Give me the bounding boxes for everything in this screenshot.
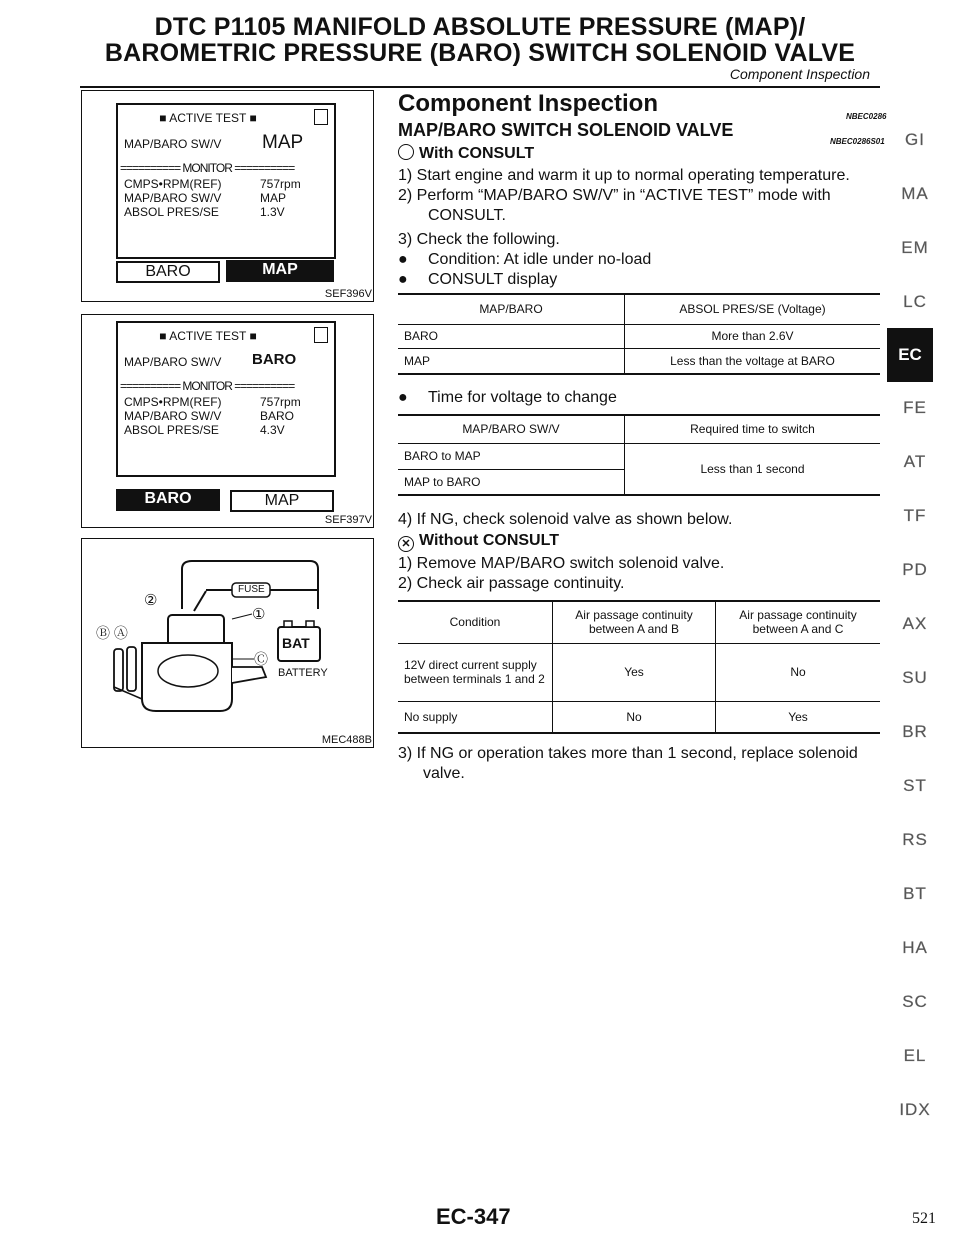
table-cell: MAP to BARO xyxy=(398,469,625,495)
battery-symbol-label: BAT xyxy=(282,635,310,651)
consult-screen xyxy=(116,321,336,477)
table-header: MAP/BARO xyxy=(479,302,543,317)
monitor-row-value: 4.3V xyxy=(260,423,285,437)
table-cell: MAP xyxy=(398,348,625,374)
test-item-value: BARO xyxy=(252,351,297,368)
index-tab-st[interactable]: ST xyxy=(903,776,927,795)
figure-code: SEF397V xyxy=(324,514,372,526)
index-tab-em[interactable]: EM xyxy=(901,238,929,257)
table-header: Air passage continuity between A and C xyxy=(716,601,881,643)
switch-time-table xyxy=(398,414,880,496)
active-test-label: ■ ACTIVE TEST ■ xyxy=(159,329,257,343)
without-consult-label: ✕ Without CONSULT xyxy=(398,532,559,552)
table-cell: Yes xyxy=(553,643,716,701)
section-label: Component Inspection xyxy=(729,66,870,82)
step: 3) Check the following. xyxy=(398,231,560,248)
table-header: MAP/BARO SW/V xyxy=(462,422,560,437)
monitor-label: ========== MONITOR ========== xyxy=(120,161,295,175)
test-item-value: MAP xyxy=(262,132,304,153)
checkbox-icon xyxy=(314,109,328,125)
table-cell: No supply xyxy=(398,701,553,733)
index-tab-idx[interactable]: IDX xyxy=(899,1100,931,1119)
subheading-code: NBEC0286S01 xyxy=(830,137,885,146)
page-title-line1: DTC P1105 MANIFOLD ABSOLUTE PRESSURE (MAP)/ xyxy=(154,13,806,41)
consult-screen xyxy=(116,103,336,259)
table-cell: BARO xyxy=(398,324,625,348)
monitor-row-label: MAP/BARO SW/V xyxy=(124,191,222,205)
test-item-label: MAP/BARO SW/V xyxy=(124,355,222,369)
index-tab-bt[interactable]: BT xyxy=(903,884,927,903)
index-tab-sc[interactable]: SC xyxy=(902,992,928,1011)
index-tab-br[interactable]: BR xyxy=(902,722,928,741)
battery-label: BATTERY xyxy=(278,667,328,679)
index-tab-lc[interactable]: LC xyxy=(903,292,927,311)
monitor-row-label: MAP/BARO SW/V xyxy=(124,409,222,423)
monitor-row-label: ABSOL PRES/SE xyxy=(124,205,219,219)
solenoid-wiring-diagram xyxy=(82,539,373,747)
table-cell: BARO to MAP xyxy=(398,443,625,469)
step-continued: valve. xyxy=(423,765,465,782)
index-tab-su[interactable]: SU xyxy=(902,668,928,687)
port-b-a-label: Ⓑ Ⓐ xyxy=(96,625,128,641)
index-tab-ec-active[interactable]: EC xyxy=(887,328,933,382)
step: 1) Start engine and warm it up to normal operating temperature. xyxy=(398,167,850,184)
monitor-row-value: 757rpm xyxy=(260,177,301,191)
consult-icon xyxy=(398,144,414,160)
figure-code: SEF396V xyxy=(324,288,372,300)
index-tab-ma[interactable]: MA xyxy=(901,184,929,203)
subheading: MAP/BARO SWITCH SOLENOID VALVE xyxy=(398,120,734,140)
index-tab-fe[interactable]: FE xyxy=(903,398,927,417)
with-consult-label: With CONSULT xyxy=(398,144,534,163)
index-tab-pd[interactable]: PD xyxy=(902,560,928,579)
terminal-1-label: ① xyxy=(252,606,266,623)
page-code: EC-347 xyxy=(436,1204,511,1229)
bullet-item: ● Condition: At idle under no-load xyxy=(398,251,652,268)
step: 2) Perform “MAP/BARO SW/V” in “ACTIVE TEST” mode with xyxy=(398,187,831,204)
page-title-line2: BAROMETRIC PRESSURE (BARO) SWITCH SOLENOID VALVE xyxy=(104,39,856,67)
step: 2) Check air passage continuity. xyxy=(398,575,625,592)
index-tab-at[interactable]: AT xyxy=(903,452,927,471)
final-step xyxy=(398,744,888,784)
baro-button: BARO xyxy=(116,261,220,283)
monitor-row-label: CMPS•RPM(REF) xyxy=(124,177,222,191)
consult-screen-figure-baro xyxy=(81,314,374,528)
table-cell: No xyxy=(553,701,716,733)
table-header: Required time to switch xyxy=(625,415,881,443)
bullet-item: ● Time for voltage to change xyxy=(398,389,617,406)
figure-code: MEC488B xyxy=(321,734,372,746)
solenoid-valve-figure xyxy=(81,538,374,748)
header-rule xyxy=(80,86,880,88)
index-tab-rs[interactable]: RS xyxy=(902,830,928,849)
step-continued: CONSULT. xyxy=(428,207,506,224)
table-cell: Yes xyxy=(716,701,881,733)
step: 4) If NG, check solenoid valve as shown below. xyxy=(398,511,733,528)
section-heading: Component Inspection xyxy=(398,90,658,117)
monitor-row-value: 757rpm xyxy=(260,395,301,409)
air-passage-table xyxy=(398,600,880,734)
active-test-label: ■ ACTIVE TEST ■ xyxy=(159,111,257,125)
table-cell: More than 2.6V xyxy=(625,324,881,348)
consult-screen-figure-map xyxy=(81,90,374,302)
monitor-row-value: MAP xyxy=(260,191,287,205)
port-c-label: Ⓒ xyxy=(254,651,268,667)
no-consult-icon: ✕ xyxy=(398,536,414,552)
table-cell: Less than the voltage at BARO xyxy=(625,348,881,374)
monitor-label: ========== MONITOR ========== xyxy=(120,379,295,393)
monitor-row-label: ABSOL PRES/SE xyxy=(124,423,219,437)
index-tab-el[interactable]: EL xyxy=(903,1046,927,1065)
index-tab-ax[interactable]: AX xyxy=(902,614,928,633)
index-tab-gi[interactable]: GI xyxy=(905,130,925,149)
table-header: Condition xyxy=(449,615,501,630)
without-consult-steps xyxy=(398,554,724,594)
table-cell: 12V direct current supply between terminals 1 and 2 xyxy=(398,643,553,701)
monitor-row-label: CMPS•RPM(REF) xyxy=(124,395,222,409)
section-code: NBEC0286 xyxy=(846,112,887,121)
consult-steps xyxy=(398,166,878,290)
table-cell: No xyxy=(716,643,881,701)
monitor-row-value: 1.3V xyxy=(260,205,285,219)
table-cell: Less than 1 second xyxy=(625,443,881,495)
bullet-item: ● CONSULT display xyxy=(398,271,558,288)
table-header: Air passage continuity between A and B xyxy=(553,601,716,643)
test-item-label: MAP/BARO SW/V xyxy=(124,137,222,151)
consult-display-table xyxy=(398,293,880,375)
step: 1) Remove MAP/BARO switch solenoid valve. xyxy=(398,555,725,572)
terminal-2-label: ② xyxy=(144,592,158,609)
map-button: MAP xyxy=(230,490,334,512)
index-tab-tf[interactable]: TF xyxy=(903,506,927,525)
map-button-selected: MAP xyxy=(226,260,334,282)
monitor-row-value: BARO xyxy=(260,409,295,423)
baro-button-selected: BARO xyxy=(116,489,220,511)
page-number: 521 xyxy=(912,1210,936,1227)
checkbox-icon xyxy=(314,327,328,343)
fuse-label: FUSE xyxy=(238,584,265,595)
index-tab-ha[interactable]: HA xyxy=(902,938,928,957)
table-header: ABSOL PRES/SE (Voltage) xyxy=(625,294,881,324)
step: 3) If NG or operation takes more than 1 second, replace solenoid xyxy=(398,745,858,762)
